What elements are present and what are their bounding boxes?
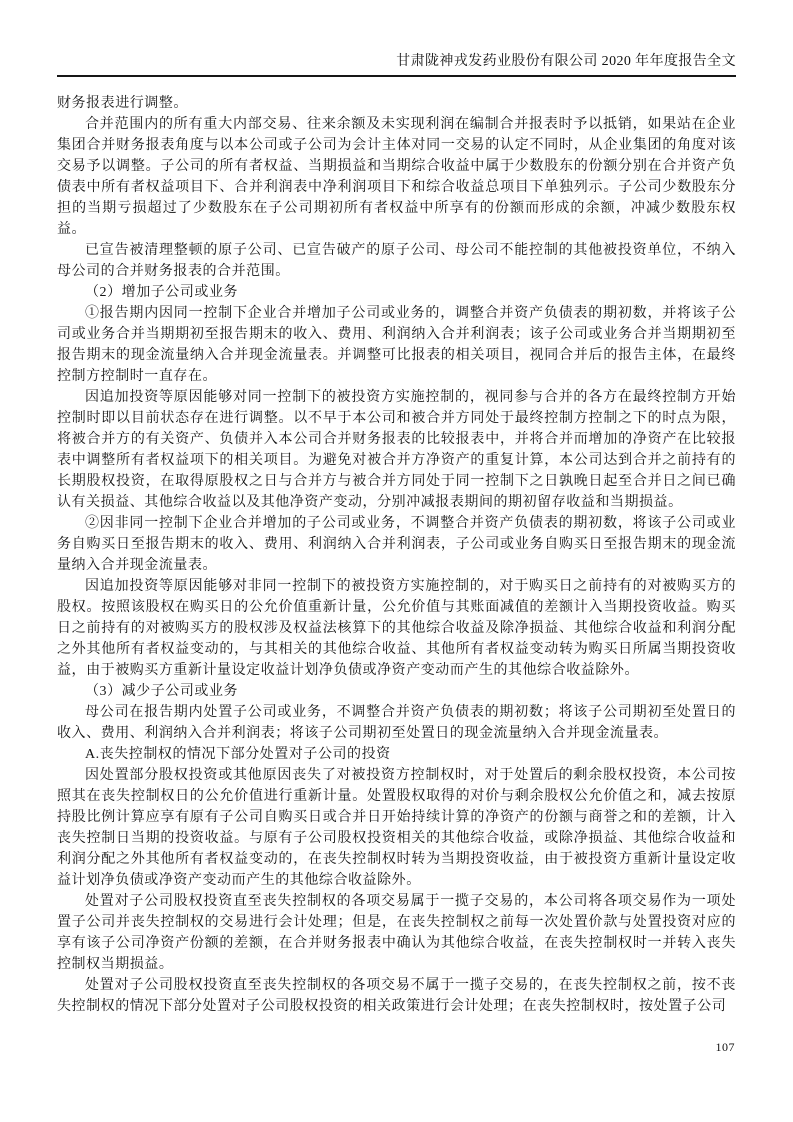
body-paragraph-3: 已宣告被清理整顿的原子公司、已宣告破产的原子公司、母公司不能控制的其他被投资单位，不纳入母公司的合并财务报表的合并范围。 (57, 243, 736, 279)
body-paragraph-12: 因处置部分股权投资或其他原因丧失了对被投资方控制权时，对于处置后的剩余股权投资，本公司按照其在丧失控制权日的公允价值进行重新计量。处置股权取得的对价与剩余股权公允价值之和，减去按原持股比例计算应享有原有子公司自购买日或合并日开始持续计算的净资产的份额与商誉之和的差额，计入丧失控制日当期的投资收益。与原有子公司股权投资相关的其他综合收益，或除净损益、其他综合收益和利润分配之外其他所有者权益变动的，在丧失控制权时转为当期投资收益，由于被投资方重新计量设定收益计划净负债或净资产变动而产生的其他综合收益除外。 (57, 768, 736, 888)
body-paragraph-13: 处置对子公司股权投资直至丧失控制权的各项交易属于一揽子交易的，本公司将各项交易作为一项处置子公司并丧失控制权的交易进行会计处理；但是，在丧失控制权之前每一次处置价款与处置投资对应的享有该子公司净资产份额的差额，在合并财务报表中确认为其他综合收益，在丧失控制权时一并转入丧失控制权当期损益。 (57, 894, 736, 972)
body-paragraph-2: 合并范围内的所有重大内部交易、往来余额及未实现利润在编制合并报表时予以抵销，如果站在企业集团合并财务报表角度与以本公司或子公司为会计主体对同一交易的认定不同时，从企业集团的角度对该交易予以调整。子公司的所有者权益、当期损益和当期综合收益中属于少数股东的份额分别在合并资产负债表中所有者权益项目下、合并利润表中净利润项目下和综合收益总项目下单独列示。子公司少数股东分担的当期亏损超过了少数股东在子公司期初所有者权益中所享有的份额而形成的余额，冲减少数股东权益。 (57, 117, 736, 237)
body-paragraph-8: 因追加投资等原因能够对非同一控制下的被投资方实施控制的，对于购买日之前持有的对被购买方的股权。按照该股权在购买日的公允价值重新计量，公允价值与其账面减值的差额计入当期投资收益。购买日之前持有的对被购买方的股权涉及权益法核算下的其他综合收益及除净损益、其他综合收益和利润分配之外其他所有者权益变动的，与其相关的其他综合收益、其他所有者权益变动转为购买日所属当期投资收益，由于被购买方重新计量设定收益计划净负债或净资产变动而产生的其他综合收益除外。 (57, 579, 736, 678)
body-paragraph-14: 处置对子公司股权投资直至丧失控制权的各项交易不属于一揽子交易的，在丧失控制权之前，按不丧失控制权的情况下部分处置对子公司股权投资的相关政策进行会计处理；在丧失控制权时，按处置子公司 (57, 978, 736, 1014)
page-header (57, 50, 736, 77)
page-number: 107 (715, 1040, 735, 1054)
body-paragraph-9: （3）减少子公司或业务 (85, 684, 239, 699)
body-paragraph-7: ②因非同一控制下企业合并增加的子公司或业务，不调整合并资产负债表的期初数，将该子公司或业务自购买日至报告期末的收入、费用、利润纳入合并利润表，子公司或业务自购买日至报告期末的现金流量纳入合并现金流量表。 (57, 516, 736, 573)
body-paragraph-5: ①报告期内因同一控制下企业合并增加子公司或业务的，调整合并资产负债表的期初数，并将该子公司或业务合并当期期初至报告期末的收入、费用、利润纳入合并利润表；该子公司或业务合并当期期初至报告期末的现金流量纳入合并现金流量表。并调整可比报表的相关项目，视同合并后的报告主体，在最终控制方控制时一直存在。 (57, 306, 736, 384)
body-paragraph-10: 母公司在报告期内处置子公司或业务，不调整合并资产负债表的期初数；将该子公司期初至处置日的收入、费用、利润纳入合并利润表；将该子公司期初至处置日的现金流量纳入合并现金流量表。 (57, 705, 736, 741)
header-divider (57, 75, 736, 77)
report-header-title: 甘肃陇神戎发药业股份有限公司 2020 年年度报告全文 (396, 54, 736, 69)
body-paragraph-1: 财务报表进行调整。 (57, 96, 188, 111)
body-paragraph-6: 因追加投资等原因能够对同一控制下的被投资方实施控制的，视同参与合并的各方在最终控制方开始控制时即以目前状态存在进行调整。以不早于本公司和被合并方同处于最终控制方控制之下的时点为限，将被合并方的有关资产、负债并入本公司合并财务报表的比较报表中，并将合并而增加的净资产在比较报表中调整所有者权益项下的相关项目。为避免对被合并方净资产的重复计算，本公司达到合并之前持有的长期股权投资，在取得原股权之日与合并方与被合并方同处于同一控制下之日孰晚日起至合并日之间已确认有关损益、其他综合收益以及其他净资产变动，分别冲减报表期间的期初留存收益和当期损益。 (57, 390, 736, 510)
body-paragraph-4: （2）增加子公司或业务 (85, 285, 239, 300)
document-body (57, 93, 736, 1017)
body-paragraph-11: A.丧失控制权的情况下部分处置对子公司的投资 (85, 747, 391, 762)
